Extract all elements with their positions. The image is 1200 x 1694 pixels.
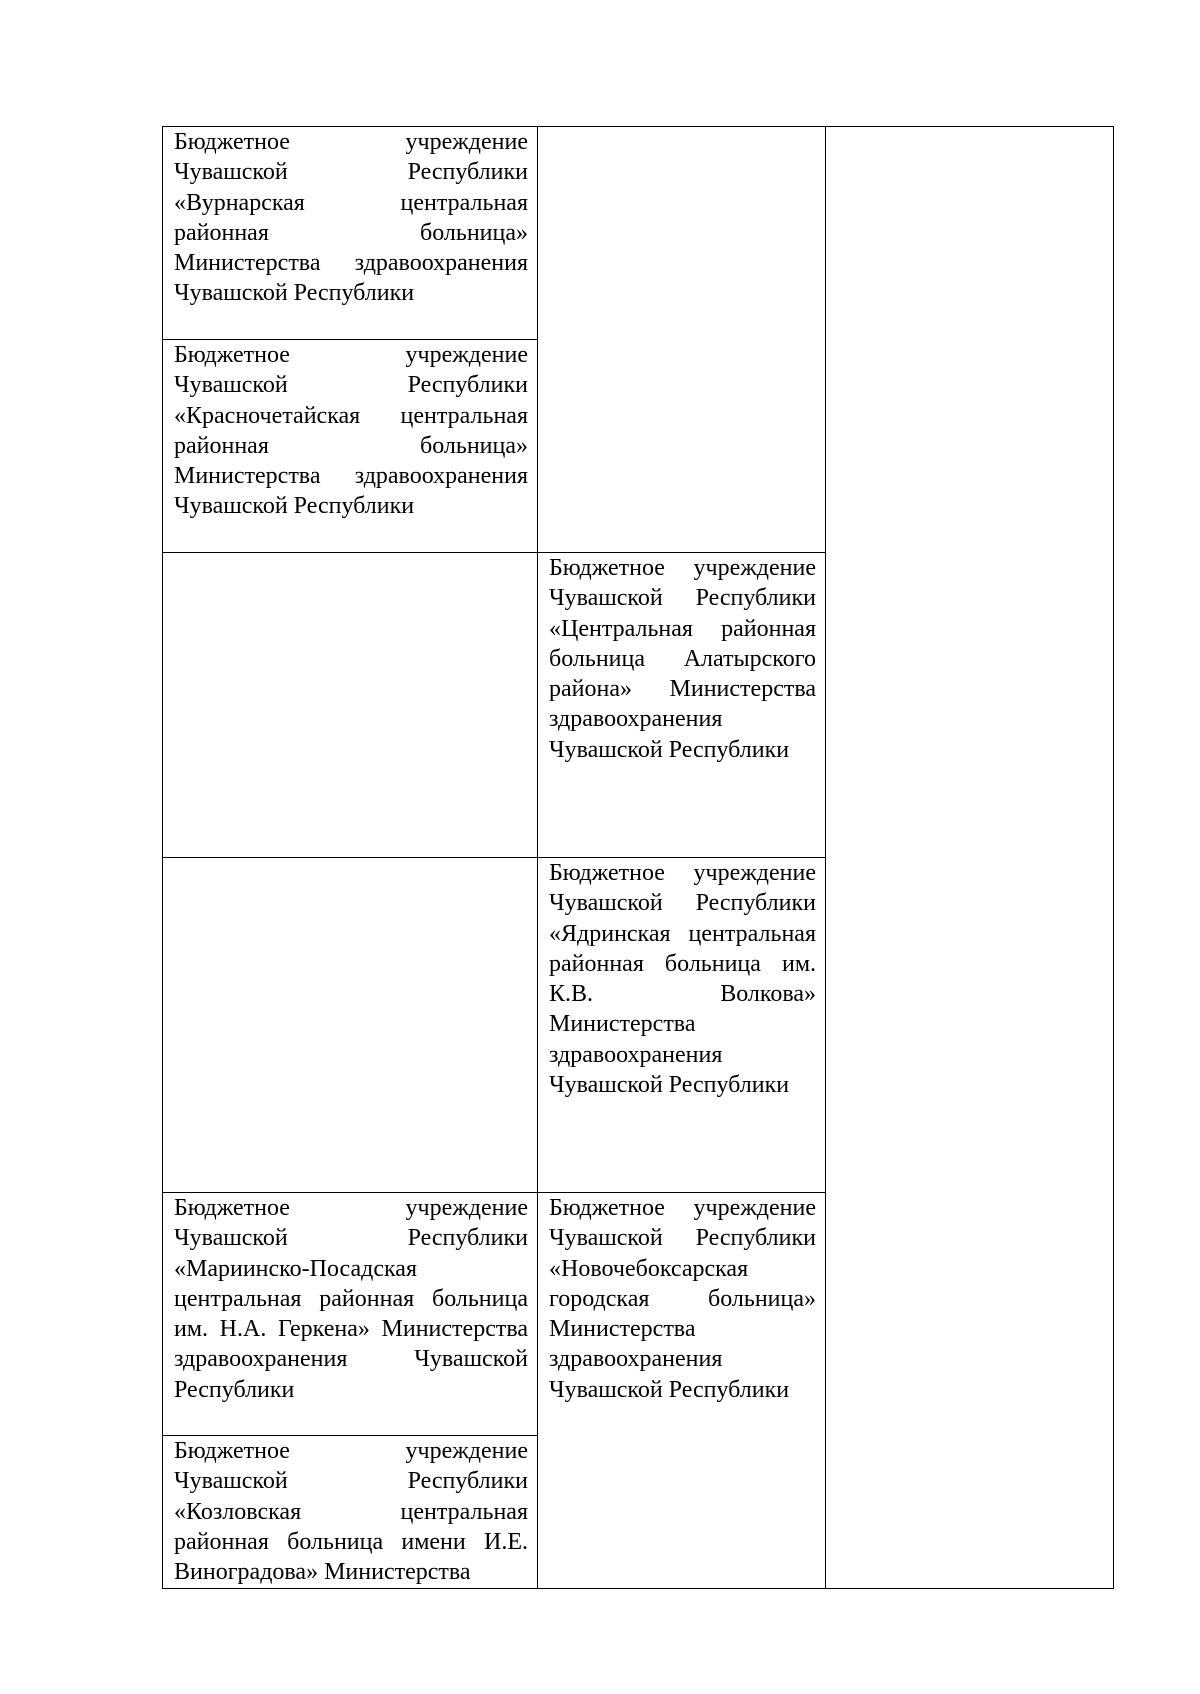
table-cell	[538, 1193, 826, 1589]
cell-text: Бюджетное учреждение Чувашской Республики «Новочебоксарская городская больница» Министерства здравоохранения Чувашской Республики	[549, 1195, 816, 1403]
cell-text: Бюджетное учреждение Чувашской Республики «Ядринская центральная районная больница им. К.В. Волкова» Министерства здравоохранения Чувашской Республики	[549, 860, 816, 1099]
cell-text: Бюджетное учреждение Чувашской Республики «Центральная районная больница Алатырского района» Министерства здравоохранения Чувашской Республики	[549, 555, 816, 763]
cell-text: Бюджетное учреждение Чувашской Республики «Козловская центральная районная больница имени И.Е. Виноградова» Министерства	[174, 1438, 528, 1586]
cell-text: Бюджетное учреждение Чувашской Республики «Красночетайская центральная районная больница» Министерства здравоохранения Чувашской Республики	[174, 342, 528, 520]
table-cell-empty	[826, 127, 1114, 1589]
institutions-table	[162, 126, 1114, 1589]
table-cell-empty	[163, 858, 538, 1193]
table-row	[163, 127, 1114, 340]
cell-text: Бюджетное учреждение Чувашской Республики «Вурнарская центральная районная больница» Министерства здравоохранения Чувашской Республики	[174, 129, 528, 307]
table-cell	[163, 127, 538, 340]
table-cell-empty	[163, 553, 538, 858]
table-cell-empty	[538, 127, 826, 553]
cell-text: Бюджетное учреждение Чувашской Республики «Мариинско-Посадская центральная районная больница им. Н.А. Геркена» Министерства здравоохранения Чувашской Республики	[174, 1195, 528, 1403]
table-cell	[163, 1436, 538, 1589]
table-cell	[163, 1193, 538, 1436]
table-cell	[163, 340, 538, 553]
table-cell	[538, 858, 826, 1193]
table-cell	[538, 553, 826, 858]
